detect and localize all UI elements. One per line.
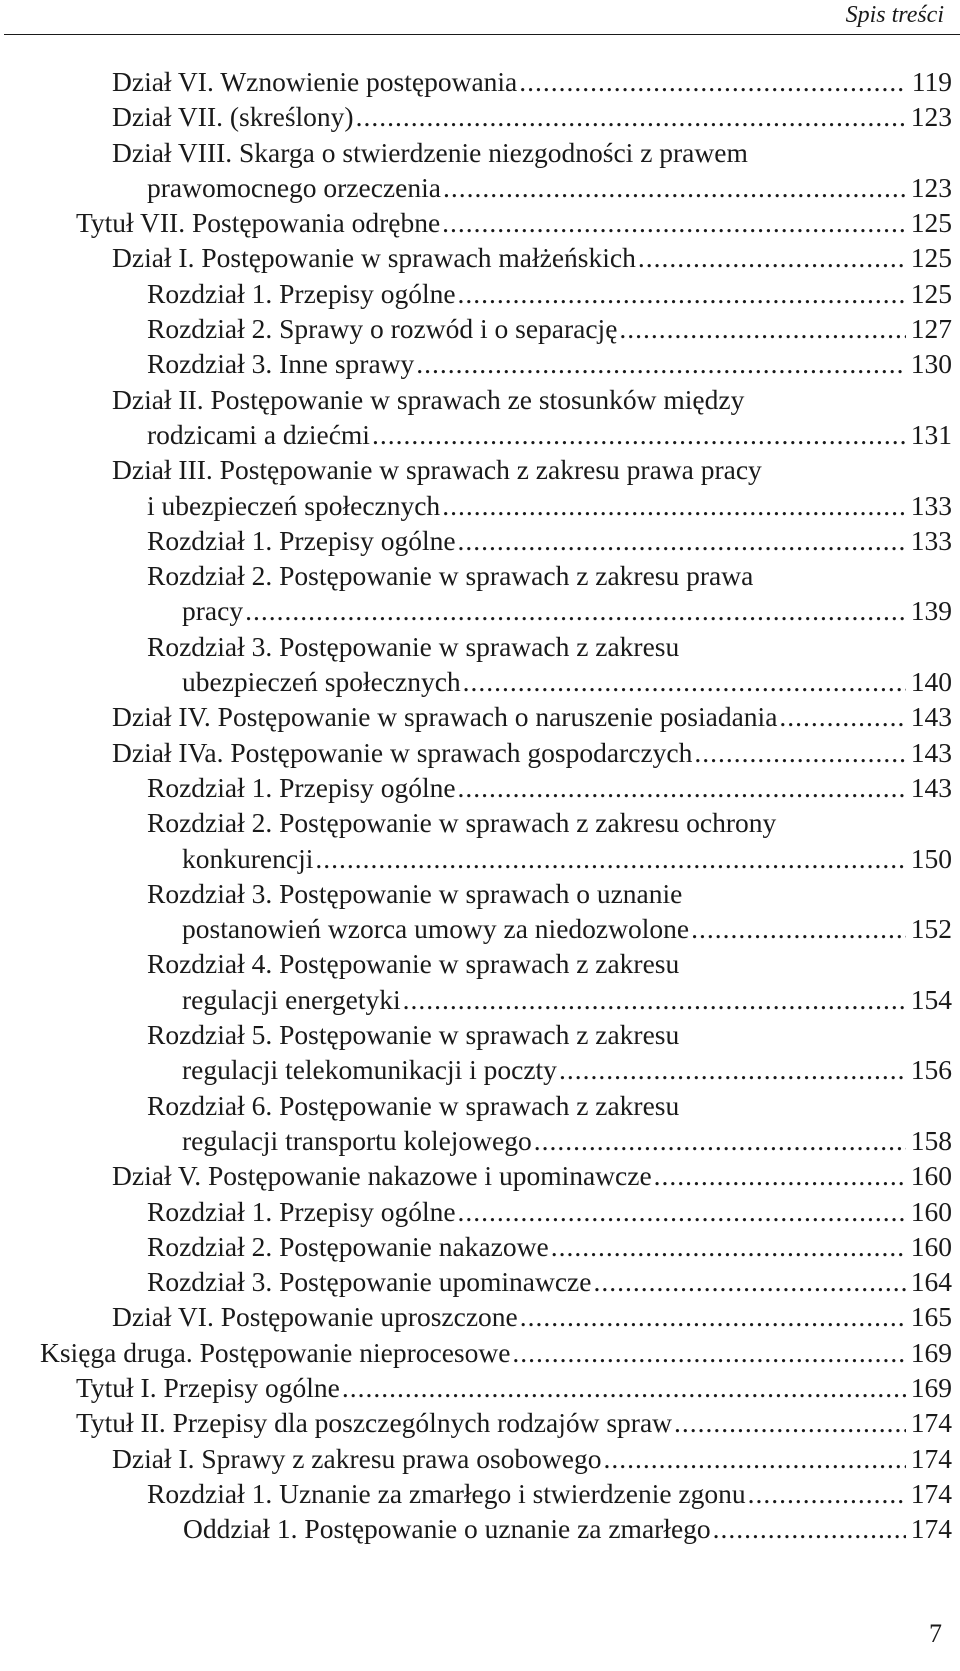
toc-entry-title: Dział VII. (skreślony) [112, 101, 354, 133]
toc-entry-row [147, 1229, 960, 1264]
dot-leader [458, 276, 906, 311]
dot-leader [315, 841, 906, 876]
toc-entry-row [147, 523, 960, 558]
toc-entry-row [183, 1511, 960, 1546]
toc-entry-title: Rozdział 1. Uznanie za zmarłego i stwierdzenie zgonu [147, 1477, 746, 1509]
dot-leader [463, 664, 906, 699]
toc-entry-title: pracy [182, 595, 244, 627]
toc-entry-title: Rozdział 3. Postępowanie w sprawach o uznanie [147, 877, 683, 909]
toc-entry [0, 699, 960, 734]
toc-page-number: 164 [910, 1266, 952, 1298]
toc-page-number: 143 [910, 736, 952, 768]
toc-entry-title: Rozdział 5. Postępowanie w sprawach z zakresu [147, 1019, 680, 1051]
toc-entry [0, 876, 960, 947]
toc-entry-row [147, 1052, 960, 1087]
dot-leader [416, 346, 906, 381]
toc-entry-title: Dział VI. Postępowanie uproszczone [112, 1301, 518, 1333]
dot-leader [559, 1052, 906, 1087]
toc-entry-row [147, 1123, 960, 1158]
toc-entry-row [147, 1194, 960, 1229]
toc-entry-row [112, 699, 960, 734]
toc-entry [0, 205, 960, 240]
toc-entry [0, 1335, 960, 1370]
dot-leader [442, 488, 906, 523]
toc-entry-title: Oddział 1. Postępowanie o uznanie za zmarłego [183, 1513, 711, 1545]
toc-entry-row [147, 1264, 960, 1299]
dot-leader [519, 64, 906, 99]
toc-entry-row [147, 346, 960, 381]
toc-entry [0, 240, 960, 275]
toc-entry [0, 346, 960, 381]
dot-leader [779, 699, 906, 734]
toc-entry [0, 1405, 960, 1440]
toc-entry-title: Tytuł II. Przepisy dla poszczególnych rodzajów spraw [76, 1407, 673, 1439]
toc-entry-row [147, 911, 960, 946]
dot-leader [458, 523, 906, 558]
toc-entry-title: Rozdział 2. Postępowanie w sprawach z zakresu prawa [147, 560, 754, 592]
dot-leader [245, 593, 906, 628]
dot-leader [603, 1441, 906, 1476]
toc-entry-title: Księga druga. Postępowanie nieprocesowe [40, 1336, 511, 1368]
toc-entry [0, 1441, 960, 1476]
toc-page-number: 119 [911, 66, 952, 97]
dot-leader [619, 311, 906, 346]
toc-entry [0, 523, 960, 558]
toc-entry-row [147, 276, 960, 311]
running-head: Spis treści [845, 2, 944, 28]
toc-page-number: 125 [910, 277, 952, 309]
toc-page-number: 125 [910, 242, 952, 274]
toc-entry-title: Rozdział 4. Postępowanie w sprawach z zakresu [147, 948, 680, 980]
toc-entry-row [112, 99, 960, 134]
toc-entry-title: Rozdział 3. Inne sprawy [147, 348, 415, 380]
toc-entry-title: Rozdział 3. Postępowanie w sprawach z zakresu [147, 630, 680, 662]
dot-leader [372, 417, 906, 452]
dot-leader [458, 770, 906, 805]
toc-entry [0, 276, 960, 311]
toc-entry-title: rodzicami a dziećmi [147, 418, 370, 450]
toc-entry-row [112, 170, 960, 205]
dot-leader [638, 240, 906, 275]
toc-page-number: 160 [910, 1160, 952, 1192]
toc-entry [0, 135, 960, 206]
toc-entry [0, 1264, 960, 1299]
toc-entry [0, 452, 960, 523]
toc-entry [0, 382, 960, 453]
toc-entry-row [147, 311, 960, 346]
toc-entry-row [112, 1299, 960, 1334]
dot-leader [691, 911, 906, 946]
toc-entry-title: Dział IVa. Postępowanie w sprawach gospodarczych [112, 736, 693, 768]
toc-page-number: 158 [910, 1124, 952, 1156]
toc-page-number: 133 [910, 489, 952, 521]
toc-entry-row [112, 417, 960, 452]
toc-entry-title: Tytuł VII. Postępowania odrębne [76, 207, 441, 239]
dot-leader [534, 1123, 906, 1158]
toc-entry-title: i ubezpieczeń społecznych [147, 489, 441, 521]
toc-entry-row [112, 735, 960, 770]
toc-entry-row [76, 1405, 960, 1440]
dot-leader [694, 735, 906, 770]
dot-leader [458, 1194, 906, 1229]
toc-entry-row [147, 982, 960, 1017]
toc-entry-title: Rozdział 6. Postępowanie w sprawach z zakresu [147, 1089, 680, 1121]
toc-entry [0, 1511, 960, 1546]
table-of-contents [0, 64, 960, 1546]
toc-page-number: 123 [910, 101, 952, 133]
toc-entry-row [76, 205, 960, 240]
toc-page-number: 131 [910, 418, 952, 450]
toc-entry-title: Rozdział 3. Postępowanie upominawcze [147, 1266, 592, 1298]
toc-entry-row [147, 1476, 960, 1511]
toc-entry-title: Dział II. Postępowanie w sprawach ze stosunków między [112, 383, 745, 415]
toc-page-number: 174 [910, 1477, 952, 1509]
toc-entry-row [147, 770, 960, 805]
dot-leader [674, 1405, 906, 1440]
page-number: 7 [929, 1619, 942, 1648]
toc-entry-title: prawomocnego orzeczenia [147, 171, 441, 203]
toc-page-number: 143 [910, 771, 952, 803]
toc-entry [0, 946, 960, 1017]
dot-leader [593, 1264, 906, 1299]
toc-entry-row [147, 841, 960, 876]
toc-entry-title: Dział VIII. Skarga o stwierdzenie niezgodności z prawem [112, 136, 748, 168]
dot-leader [748, 1476, 906, 1511]
toc-page-number: 169 [910, 1336, 952, 1368]
toc-page-number: 160 [910, 1195, 952, 1227]
toc-entry-title: regulacji transportu kolejowego [182, 1124, 532, 1156]
toc-page-number: 130 [910, 348, 952, 380]
dot-leader [403, 982, 906, 1017]
toc-entry [0, 805, 960, 876]
toc-entry-title: Tytuł I. Przepisy ogólne [76, 1371, 340, 1403]
dot-leader [713, 1511, 906, 1546]
toc-entry [0, 1017, 960, 1088]
toc-entry-title: regulacji energetyki [182, 983, 401, 1015]
toc-page-number: 139 [910, 595, 952, 627]
toc-page-number: 133 [910, 524, 952, 556]
dot-leader [342, 1370, 906, 1405]
toc-page-number: 169 [910, 1371, 952, 1403]
toc-page-number: 150 [910, 842, 952, 874]
toc-entry-title: konkurencji [182, 842, 314, 874]
toc-entry-title: postanowień wzorca umowy za niedozwolone [182, 913, 690, 945]
toc-entry-title: Dział I. Postępowanie w sprawach małżeńskich [112, 242, 636, 274]
toc-entry [0, 629, 960, 700]
toc-entry [0, 1088, 960, 1159]
toc-entry [0, 64, 960, 99]
toc-page-number: 174 [910, 1442, 952, 1474]
toc-entry-title: Rozdział 1. Przepisy ogólne [147, 771, 456, 803]
toc-page-number: 123 [910, 171, 952, 203]
toc-entry-row [112, 240, 960, 275]
toc-entry-title: Dział I. Sprawy z zakresu prawa osobowego [112, 1442, 602, 1474]
toc-page-number: 125 [910, 207, 952, 239]
toc-entry [0, 1476, 960, 1511]
toc-entry-row [112, 488, 960, 523]
toc-entry [0, 99, 960, 134]
toc-entry-row [112, 1158, 960, 1193]
dot-leader [442, 205, 906, 240]
toc-entry [0, 1299, 960, 1334]
toc-page-number: 154 [910, 983, 952, 1015]
toc-page-number: 143 [910, 701, 952, 733]
toc-entry-title: Dział VI. Wznowienie postępowania [112, 66, 518, 97]
toc-page-number: 165 [910, 1301, 952, 1333]
toc-page-number: 140 [910, 666, 952, 698]
toc-entry-title: Rozdział 1. Przepisy ogólne [147, 277, 456, 309]
toc-entry-title: Rozdział 1. Przepisy ogólne [147, 1195, 456, 1227]
toc-page-number: 174 [910, 1513, 952, 1545]
toc-entry [0, 1370, 960, 1405]
toc-entry-title: Rozdział 1. Przepisy ogólne [147, 524, 456, 556]
toc-entry [0, 1194, 960, 1229]
toc-entry-row [112, 1441, 960, 1476]
dot-leader [520, 1299, 906, 1334]
toc-entry-title: Rozdział 2. Postępowanie nakazowe [147, 1230, 549, 1262]
toc-page-number: 127 [910, 313, 952, 345]
dot-leader [356, 99, 906, 134]
toc-page-number: 156 [910, 1054, 952, 1086]
toc-entry [0, 558, 960, 629]
toc-page-number: 160 [910, 1230, 952, 1262]
toc-entry [0, 1158, 960, 1193]
toc-entry-row [76, 1370, 960, 1405]
header-rule [4, 34, 960, 35]
toc-entry-title: ubezpieczeń społecznych [182, 666, 461, 698]
dot-leader [443, 170, 906, 205]
toc-entry [0, 311, 960, 346]
toc-entry-title: Dział IV. Postępowanie w sprawach o naruszenie posiadania [112, 701, 778, 733]
toc-entry-title: Rozdział 2. Sprawy o rozwód i o separację [147, 313, 618, 345]
toc-entry [0, 1229, 960, 1264]
toc-entry-row [40, 1335, 960, 1370]
toc-entry [0, 770, 960, 805]
dot-leader [654, 1158, 906, 1193]
toc-page-number: 152 [910, 913, 952, 945]
toc-entry-title: Dział V. Postępowanie nakazowe i upominawcze [112, 1160, 652, 1192]
toc-entry [0, 735, 960, 770]
toc-entry-row [147, 593, 960, 628]
dot-leader [551, 1229, 906, 1264]
toc-entry-title: Rozdział 2. Postępowanie w sprawach z zakresu ochrony [147, 807, 777, 839]
toc-entry-row [147, 664, 960, 699]
toc-page-number: 174 [910, 1407, 952, 1439]
dot-leader [512, 1335, 906, 1370]
toc-entry-row [112, 64, 960, 99]
toc-entry-title: Dział III. Postępowanie w sprawach z zakresu prawa pracy [112, 454, 762, 486]
toc-entry-title: regulacji telekomunikacji i poczty [182, 1054, 557, 1086]
